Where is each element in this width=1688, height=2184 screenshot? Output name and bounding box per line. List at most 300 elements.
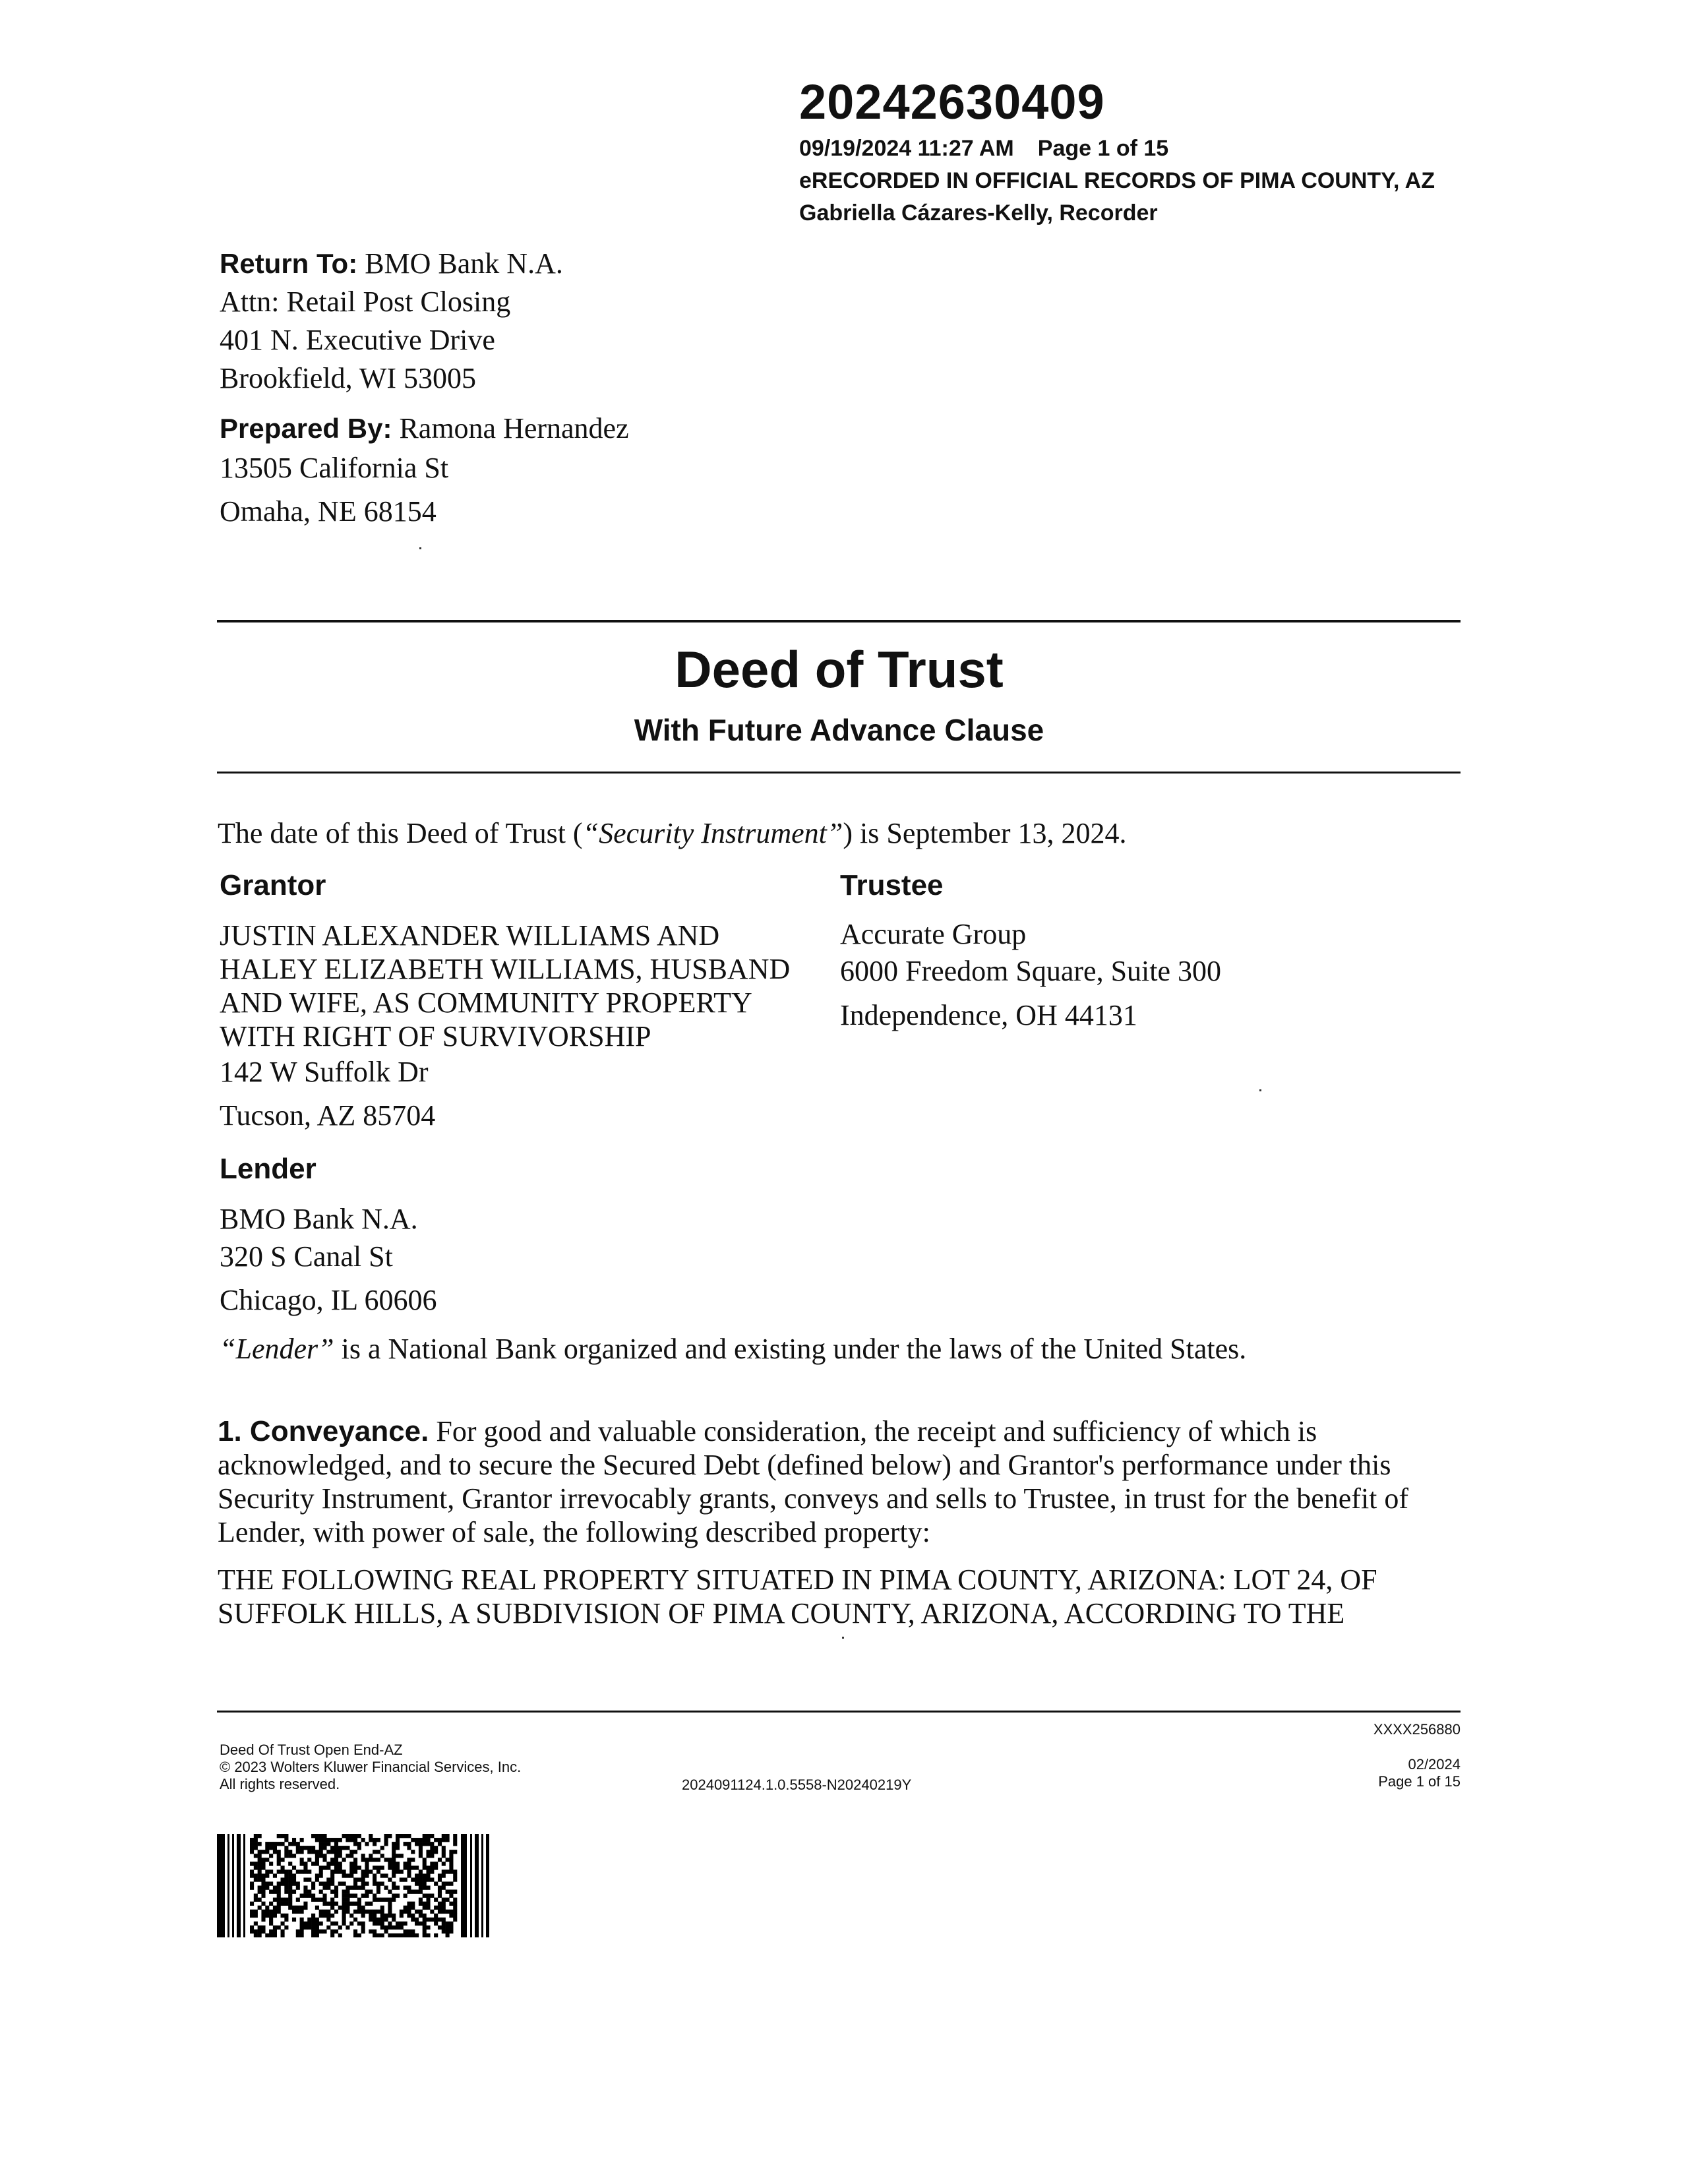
barcode-module: [319, 1910, 323, 1914]
barcode-module: [319, 1842, 323, 1846]
barcode-module: [273, 1926, 277, 1929]
footer-form-info: [220, 1742, 521, 1793]
barcode-module: [288, 1881, 292, 1885]
barcode-module: [292, 1881, 296, 1885]
barcode-module: [319, 1869, 323, 1873]
barcode-module: [419, 1890, 423, 1894]
barcode-module: [319, 1866, 323, 1869]
barcode-module: [300, 1926, 304, 1929]
barcode-module: [326, 1838, 330, 1842]
title-rule-top: [217, 620, 1461, 622]
barcode-module: [361, 1894, 365, 1898]
barcode-module: [311, 1834, 315, 1838]
barcode-module: [434, 1914, 438, 1918]
barcode-module: [407, 1906, 411, 1910]
barcode-module: [322, 1902, 326, 1906]
barcode-module: [396, 1926, 400, 1929]
conveyance-line: [218, 1414, 1408, 1448]
barcode-module: [400, 1914, 404, 1918]
conveyance-text: For good and valuable consideration, the receipt and sufficiency of which is: [429, 1415, 1317, 1447]
barcode-module: [419, 1922, 423, 1926]
barcode-module: [384, 1886, 388, 1890]
barcode-module: [258, 1854, 262, 1858]
barcode-module: [261, 1858, 265, 1862]
barcode-module: [388, 1922, 392, 1926]
barcode-module: [281, 1914, 285, 1918]
barcode-module: [273, 1929, 277, 1933]
barcode-module: [373, 1910, 377, 1914]
barcode-module: [442, 1881, 446, 1885]
barcode-module: [357, 1906, 361, 1910]
barcode-module: [423, 1866, 427, 1869]
barcode-module: [261, 1910, 265, 1914]
barcode-module: [423, 1858, 427, 1862]
barcode-module: [388, 1933, 392, 1937]
barcode-module: [346, 1906, 349, 1910]
barcode-module: [380, 1910, 384, 1914]
barcode-module: [407, 1846, 411, 1850]
barcode-module: [261, 1866, 265, 1869]
barcode-module: [269, 1914, 273, 1918]
barcode-module: [322, 1866, 326, 1869]
barcode-module: [261, 1881, 265, 1885]
barcode-module: [377, 1910, 380, 1914]
barcode-module: [300, 1838, 304, 1842]
barcode-module: [315, 1918, 319, 1922]
barcode-module: [426, 1834, 430, 1838]
barcode-module: [415, 1842, 419, 1846]
barcode-module: [453, 1850, 457, 1854]
barcode-module: [300, 1869, 304, 1873]
barcode-module: [426, 1850, 430, 1854]
barcode-module: [453, 1838, 457, 1842]
barcode-module: [319, 1846, 323, 1850]
barcode-module: [284, 1886, 288, 1890]
barcode-module: [353, 1933, 357, 1937]
barcode-module: [415, 1873, 419, 1877]
barcode-module: [404, 1886, 407, 1890]
barcode-module: [338, 1926, 342, 1929]
footer-form-date: 02/2024: [1408, 1756, 1461, 1773]
barcode-module: [315, 1922, 319, 1926]
barcode-module: [319, 1890, 323, 1894]
barcode-module: [296, 1846, 300, 1850]
barcode-module: [277, 1886, 281, 1890]
barcode-module: [404, 1922, 407, 1926]
barcode-module: [438, 1918, 442, 1922]
barcode-module: [296, 1850, 300, 1854]
barcode-module: [330, 1914, 334, 1918]
barcode-module: [296, 1929, 300, 1933]
barcode-module: [277, 1858, 281, 1862]
barcode-module: [338, 1906, 342, 1910]
barcode-module: [449, 1866, 453, 1869]
barcode-module: [442, 1886, 446, 1890]
conveyance-line: Security Instrument, Grantor irrevocably grants, conveys and sells to Trustee, in trust for the benefit of: [218, 1482, 1409, 1515]
barcode-module: [311, 1886, 315, 1890]
recording-page-label: Page 1 of 15: [1037, 136, 1169, 161]
barcode-module: [388, 1866, 392, 1869]
barcode-module: [269, 1846, 273, 1850]
barcode-module: [261, 1850, 265, 1854]
barcode-module: [326, 1877, 330, 1881]
barcode-module: [373, 1918, 377, 1922]
barcode-module: [326, 1842, 330, 1846]
barcode-module: [369, 1902, 373, 1906]
barcode-module: [392, 1918, 396, 1922]
barcode-module: [407, 1890, 411, 1894]
barcode-module: [349, 1869, 353, 1873]
barcode-module: [349, 1838, 353, 1842]
barcode-module: [453, 1873, 457, 1877]
barcode-module: [330, 1933, 334, 1937]
barcode-module: [311, 1922, 315, 1926]
barcode-module: [388, 1890, 392, 1894]
barcode-module: [315, 1933, 319, 1937]
barcode-module: [438, 1890, 442, 1894]
barcode-module: [361, 1854, 365, 1858]
document-subtitle: With Future Advance Clause: [634, 713, 1044, 747]
barcode-module: [449, 1858, 453, 1862]
barcode-module: [353, 1850, 357, 1854]
barcode-module: [407, 1869, 411, 1873]
footer-doc-ref: 2024091124.1.0.5558-N20240219Y: [682, 1776, 912, 1793]
barcode-module: [326, 1918, 330, 1922]
recording-recorder: Gabriella Cázares-Kelly, Recorder: [799, 200, 1158, 226]
barcode-module: [373, 1838, 377, 1842]
barcode-module: [322, 1910, 326, 1914]
barcode-module: [377, 1881, 380, 1885]
barcode-module: [258, 1877, 262, 1881]
barcode-module: [338, 1881, 342, 1885]
barcode-module: [442, 1918, 446, 1922]
barcode-module: [254, 1862, 258, 1866]
barcode-module: [338, 1850, 342, 1854]
barcode-module: [453, 1898, 457, 1902]
barcode-module: [265, 1842, 269, 1846]
barcode-module: [384, 1914, 388, 1918]
barcode-module: [288, 1873, 292, 1877]
barcode-module: [349, 1834, 353, 1838]
barcode-module: [442, 1869, 446, 1873]
barcode-module: [426, 1918, 430, 1922]
barcode-module: [300, 1858, 304, 1862]
barcode-module: [254, 1933, 258, 1937]
barcode-module: [353, 1894, 357, 1898]
barcode-module: [392, 1881, 396, 1885]
barcode-module: [361, 1886, 365, 1890]
barcode-module: [446, 1834, 450, 1838]
barcode-module: [349, 1850, 353, 1854]
barcode-module: [261, 1926, 265, 1929]
lender-street: 320 S Canal St: [220, 1240, 393, 1273]
barcode-module: [326, 1914, 330, 1918]
barcode-module: [392, 1873, 396, 1877]
barcode-module: [254, 1929, 258, 1933]
barcode-module: [411, 1929, 415, 1933]
barcode-module: [265, 1933, 269, 1937]
barcode-module: [269, 1881, 273, 1885]
barcode-module: [315, 1854, 319, 1858]
barcode-module: [307, 1894, 311, 1898]
barcode-module: [369, 1854, 373, 1858]
barcode-module: [349, 1886, 353, 1890]
barcode-module: [326, 1926, 330, 1929]
barcode-module: [284, 1846, 288, 1850]
barcode-module: [407, 1842, 411, 1846]
barcode-module: [330, 1873, 334, 1877]
barcode-module: [284, 1902, 288, 1906]
conveyance-line: Lender, with power of sale, the following described property:: [218, 1516, 930, 1548]
barcode-module: [404, 1834, 407, 1838]
barcode-module: [411, 1890, 415, 1894]
barcode-module: [377, 1918, 380, 1922]
barcode-module: [369, 1929, 373, 1933]
barcode-module: [342, 1902, 346, 1906]
barcode-module: [315, 1898, 319, 1902]
recording-datetime: 09/19/2024 11:27 AM: [799, 136, 1014, 161]
barcode-module: [261, 1886, 265, 1890]
barcode-module: [322, 1898, 326, 1902]
barcode-module: [380, 1846, 384, 1850]
barcode-module: [265, 1850, 269, 1854]
barcode-module: [442, 1926, 446, 1929]
intro-before: The date of this Deed of Trust (: [218, 817, 583, 849]
barcode-module: [434, 1846, 438, 1850]
barcode-module: [396, 1834, 400, 1838]
barcode-module: [254, 1846, 258, 1850]
grantor-name-line: HALEY ELIZABETH WILLIAMS, HUSBAND: [220, 953, 791, 985]
barcode-module: [449, 1910, 453, 1914]
barcode-module: [361, 1858, 365, 1862]
barcode-module: [284, 1926, 288, 1929]
barcode-module: [453, 1842, 457, 1846]
barcode-module: [300, 1929, 304, 1933]
barcode-module: [407, 1902, 411, 1906]
barcode-module: [349, 1922, 353, 1926]
barcode-module: [330, 1862, 334, 1866]
barcode-module: [349, 1866, 353, 1869]
barcode-module: [250, 1929, 254, 1933]
barcode-module: [265, 1869, 269, 1873]
barcode-module: [300, 1910, 304, 1914]
barcode-module: [296, 1898, 300, 1902]
barcode-module: [326, 1881, 330, 1885]
barcode-module: [330, 1846, 334, 1850]
barcode-module: [404, 1877, 407, 1881]
barcode-module: [334, 1850, 338, 1854]
barcode-module: [269, 1890, 273, 1894]
barcode-module: [250, 1842, 254, 1846]
barcode-module: [311, 1926, 315, 1929]
barcode-module: [330, 1922, 334, 1926]
barcode-module: [388, 1910, 392, 1914]
barcode-module: [423, 1914, 427, 1918]
barcode-module: [349, 1894, 353, 1898]
barcode-module: [273, 1886, 277, 1890]
barcode-module: [307, 1846, 311, 1850]
barcode-module: [392, 1850, 396, 1854]
barcode-module: [449, 1890, 453, 1894]
grantor-heading: Grantor: [220, 869, 326, 901]
footer-copyright: © 2023 Wolters Kluwer Financial Services, Inc.: [220, 1759, 522, 1775]
barcode-module: [273, 1873, 277, 1877]
barcode-module: [377, 1850, 380, 1854]
barcode-module: [322, 1854, 326, 1858]
barcode-module: [419, 1902, 423, 1906]
barcode-module: [388, 1862, 392, 1866]
barcode-module: [250, 1873, 254, 1877]
barcode-module: [254, 1922, 258, 1926]
barcode-module: [307, 1869, 311, 1873]
barcode-module: [380, 1914, 384, 1918]
barcode-module: [281, 1898, 285, 1902]
barcode-module: [426, 1838, 430, 1842]
barcode-module: [377, 1898, 380, 1902]
barcode-module: [353, 1910, 357, 1914]
barcode-module: [411, 1933, 415, 1937]
barcode-module: [288, 1902, 292, 1906]
barcode-module: [311, 1862, 315, 1866]
barcode-module: [369, 1869, 373, 1873]
barcode-module: [261, 1894, 265, 1898]
barcode-module: [419, 1877, 423, 1881]
barcode-module: [346, 1873, 349, 1877]
barcode-module: [380, 1906, 384, 1910]
barcode-module: [357, 1922, 361, 1926]
barcode-module: [277, 1906, 281, 1910]
barcode-module: [415, 1881, 419, 1885]
barcode-module: [430, 1842, 434, 1846]
barcode-module: [288, 1890, 292, 1894]
barcode-module: [388, 1926, 392, 1929]
barcode-module: [315, 1850, 319, 1854]
barcode-module: [250, 1846, 254, 1850]
barcode-module: [281, 1877, 285, 1881]
barcode-module: [330, 1869, 334, 1873]
barcode-module: [281, 1902, 285, 1906]
intro-sentence: [218, 816, 1127, 851]
barcode-module: [265, 1846, 269, 1850]
barcode-module: [292, 1877, 296, 1881]
barcode-module: [338, 1933, 342, 1937]
barcode-module: [319, 1881, 323, 1885]
barcode-module: [373, 1898, 377, 1902]
barcode-module: [442, 1846, 446, 1850]
barcode-module: [353, 1834, 357, 1838]
barcode-module: [396, 1862, 400, 1866]
barcode-module: [334, 1890, 338, 1894]
footer-loan-number: XXXX256880: [1373, 1721, 1461, 1738]
barcode-module: [277, 1881, 281, 1885]
barcode-module: [319, 1922, 323, 1926]
barcode-module: [311, 1918, 315, 1922]
barcode-module: [388, 1902, 392, 1906]
barcode-module: [377, 1869, 380, 1873]
barcode-module: [442, 1850, 446, 1854]
barcode-module: [284, 1873, 288, 1877]
barcode-module: [411, 1877, 415, 1881]
barcode-module: [265, 1881, 269, 1885]
barcode-module: [438, 1910, 442, 1914]
barcode-module: [303, 1862, 307, 1866]
barcode-module: [380, 1926, 384, 1929]
barcode-module: [277, 1926, 281, 1929]
barcode-module: [353, 1869, 357, 1873]
barcode-module: [423, 1834, 427, 1838]
barcode-module: [392, 1914, 396, 1918]
barcode-module: [342, 1918, 346, 1922]
barcode-module: [400, 1877, 404, 1881]
barcode-module: [281, 1929, 285, 1933]
barcode-module: [442, 1834, 446, 1838]
barcode-module: [369, 1914, 373, 1918]
barcode-module: [315, 1838, 319, 1842]
barcode-module: [373, 1894, 377, 1898]
barcode-module: [423, 1929, 427, 1933]
barcode-module: [292, 1838, 296, 1842]
barcode-module: [392, 1862, 396, 1866]
barcode-module: [250, 1862, 254, 1866]
barcode-module: [407, 1910, 411, 1914]
barcode-module: [449, 1854, 453, 1858]
barcode-module: [273, 1898, 277, 1902]
footer-page-label: Page 1 of 15: [1378, 1773, 1461, 1790]
barcode-module: [361, 1914, 365, 1918]
barcode-module: [277, 1890, 281, 1894]
barcode-module: [404, 1906, 407, 1910]
barcode-module: [284, 1834, 288, 1838]
barcode-module: [273, 1906, 277, 1910]
barcode-module: [434, 1918, 438, 1922]
barcode-module: [281, 1922, 285, 1926]
barcode-module: [373, 1881, 377, 1885]
barcode-module: [357, 1886, 361, 1890]
barcode-module: [277, 1894, 281, 1898]
barcode-module: [449, 1894, 453, 1898]
barcode-module: [269, 1862, 273, 1866]
barcode-module: [446, 1929, 450, 1933]
barcode-module: [426, 1869, 430, 1873]
barcode-module: [392, 1846, 396, 1850]
barcode-module: [269, 1918, 273, 1922]
barcode-module: [284, 1877, 288, 1881]
barcode-module: [369, 1918, 373, 1922]
barcode-module: [453, 1869, 457, 1873]
barcode-module: [303, 1906, 307, 1910]
barcode-module: [288, 1898, 292, 1902]
barcode-module: [273, 1910, 277, 1914]
barcode-module: [396, 1869, 400, 1873]
barcode-module: [411, 1838, 415, 1842]
lender-city: Chicago, IL 60606: [220, 1284, 437, 1316]
barcode-module: [434, 1881, 438, 1885]
barcode-module: [357, 1898, 361, 1902]
barcode-module: [446, 1881, 450, 1885]
barcode-module: [415, 1877, 419, 1881]
grantor-city: Tucson, AZ 85704: [220, 1099, 436, 1132]
barcode-module: [330, 1881, 334, 1885]
barcode-module: [342, 1890, 346, 1894]
barcode-module: [411, 1914, 415, 1918]
barcode-module: [303, 1926, 307, 1929]
barcode-module: [365, 1869, 369, 1873]
barcode-module: [442, 1854, 446, 1858]
barcode-module: [300, 1918, 304, 1922]
barcode-module: [380, 1933, 384, 1937]
barcode-module: [449, 1881, 453, 1885]
barcode-module: [353, 1877, 357, 1881]
